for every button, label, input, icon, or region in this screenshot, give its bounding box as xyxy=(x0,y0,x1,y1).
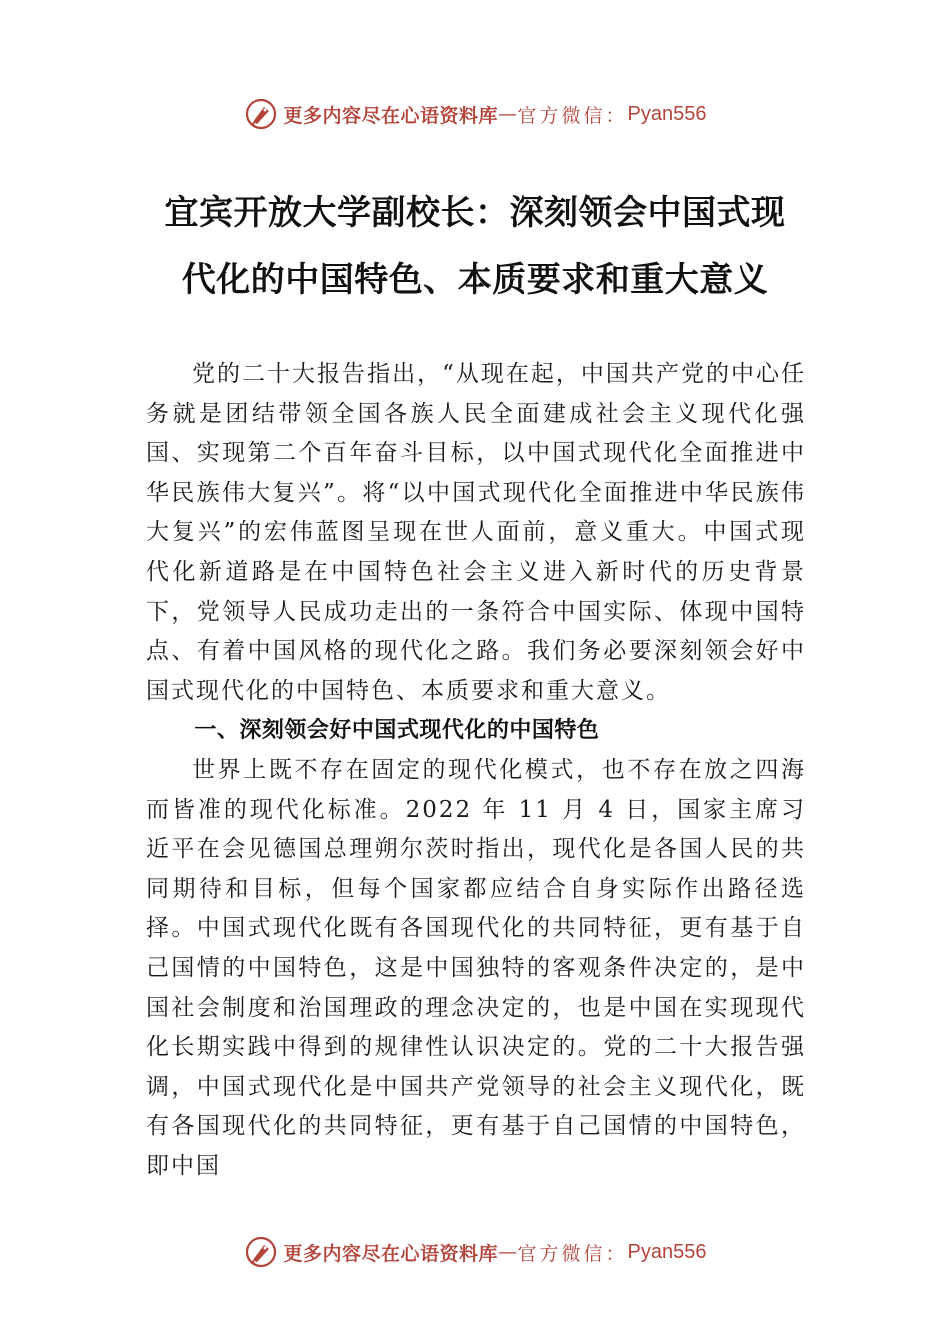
banner-site-text: 更多内容尽在心语资料库 xyxy=(283,104,499,127)
banner-separator: — xyxy=(498,103,518,125)
pen-nib-icon xyxy=(244,97,278,131)
document-title-line1: 宜宾开放大学副校长：深刻领会中国式现 xyxy=(164,193,786,233)
banner-separator: — xyxy=(498,1241,518,1263)
footer-watermark-banner xyxy=(0,1232,950,1272)
section-heading-1: 一、深刻领会好中国式现代化的中国特色 xyxy=(194,718,600,744)
body-paragraph-1: 党的二十大报告指出，“从现在起，中国共产党的中心任务就是团结带领全国各族人民全面建成社会主义现代化强国、实现第二个百年奋斗目标，以中国式现代化全面推进中华民族伟大复兴”。将“以中国式现代化全面推进中华民族伟大复兴”的宏伟蓝图呈现在世人面前，意义重大。中国式现代化新道路是在中国特色社会主义进入新时代的历史背景下，党领导人民成功走出的一条符合中国实际、体现中国特点、有着中国风格的现代化之路。我们务必要深刻领会好中国式现代化的中国特色、本质要求和重大意义。 xyxy=(146,361,806,704)
pen-nib-icon xyxy=(244,1235,278,1269)
header-watermark-banner xyxy=(0,94,950,134)
banner-site-text: 更多内容尽在心语资料库 xyxy=(283,1242,499,1265)
banner-wechat-label: 官方微信： xyxy=(517,1242,628,1265)
document-title-line2: 代化的中国特色、本质要求和重大意义 xyxy=(181,260,769,300)
body-paragraph-2: 世界上既不存在固定的现代化模式，也不存在放之四海而皆准的现代化标准。2022 年 11 月 4 日，国家主席习近平在会见德国总理朔尔茨时指出，现代化是各国人民的共同期待和目标，但每个国家都应结合自身实际作出路径选择。中国式现代化既有各国现代化的共同特征，更有基于自己国情的中国特色，这是中国独特的客观条件决定的，是中国社会制度和治国理政的理念决定的，也是中国在实现现代化长期实践中得到的规律性认识决定的。党的二十大报告强调，中国式现代化是中国共产党领导的社会主义现代化，既有各国现代化的共同特征，更有基于自己国情的中国特色，即中国 xyxy=(146,756,806,1179)
banner-wechat-label: 官方微信： xyxy=(517,104,628,127)
banner-wechat-id: Pyan556 xyxy=(627,102,707,125)
document-body xyxy=(146,355,806,1186)
banner-wechat-id: Pyan556 xyxy=(627,1240,707,1263)
document-title xyxy=(100,180,850,314)
